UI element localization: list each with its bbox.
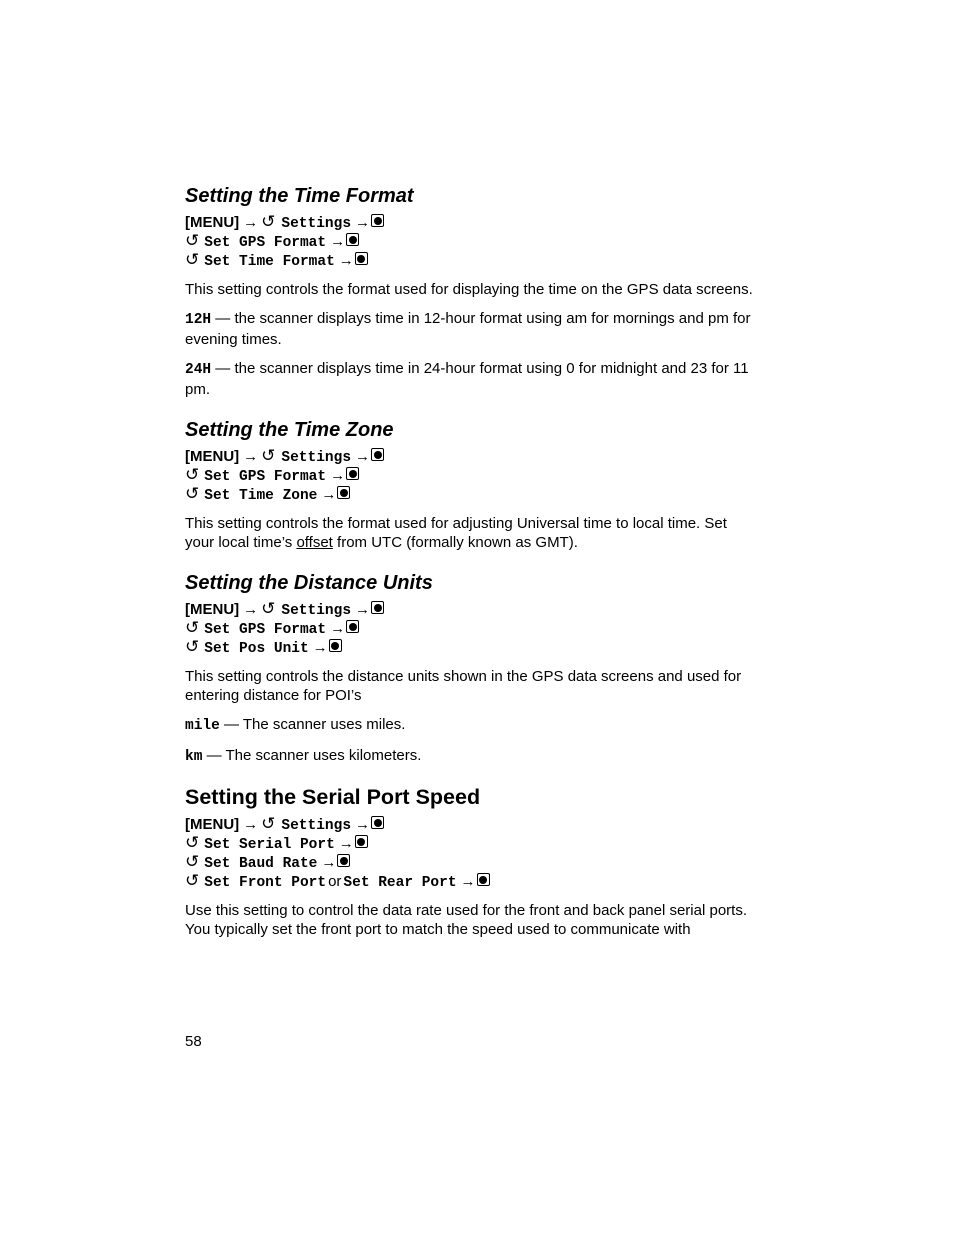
nav-line [185,618,755,637]
nav-step: Set Baud Rate [204,856,318,872]
section-title-distance-units: Setting the Distance Units [185,572,433,594]
right-arrow-icon: → [355,816,371,833]
right-arrow-icon: → [355,601,371,618]
option-text: — The scanner uses miles. [219,716,406,733]
select-button-icon [477,873,490,886]
right-arrow-icon: → [243,214,259,231]
rotate-dial-icon: ↺ [261,446,276,465]
nav-line [185,212,755,231]
select-button-icon [329,639,342,652]
rotate-dial-icon: ↺ [185,231,200,250]
paragraph-text: This setting controls the format used for adjusting Universal time to local time. Set your local time’s [185,515,727,551]
page-content [185,183,755,939]
right-arrow-icon: → [243,601,259,618]
nav-step: Settings [281,603,352,619]
body-paragraph: This setting controls the format used for displaying the time on the GPS data screens. [185,281,753,298]
right-arrow-icon: → [330,233,346,250]
select-button-icon [371,816,384,829]
option-code: mile [185,718,220,734]
select-button-icon [355,252,368,265]
nav-line [185,833,755,852]
right-arrow-icon: → [355,448,371,465]
right-arrow-icon: → [460,873,476,890]
nav-step: Set Serial Port [204,837,335,853]
right-arrow-icon: → [338,252,354,269]
option-text: — The scanner uses kilometers. [202,747,422,764]
nav-line [185,231,755,250]
nav-step: Set Time Format [204,254,335,270]
select-button-icon [371,214,384,227]
paragraph-text: from UTC (formally known as GMT). [332,534,578,551]
nav-line [185,637,755,656]
right-arrow-icon: → [355,214,371,231]
nav-path-time-format [185,212,755,269]
select-button-icon [337,854,350,867]
body-paragraph: Use this setting to control the data rate used for the front and back panel serial ports. You typically set the front port to match the speed used to communicate with [185,902,747,938]
option-text: — the scanner displays time in 12-hour format using am for mornings and pm for evening times. [185,310,751,348]
nav-step-alt: Set Rear Port [343,875,457,891]
select-button-icon [355,835,368,848]
section-title-serial-port-speed: Setting the Serial Port Speed [185,785,481,809]
option-text: — the scanner displays time in 24-hour format using 0 for midnight and 23 for 11 pm. [185,360,749,398]
body-paragraph: This setting controls the distance units shown in the GPS data screens and used for entering distance for POI’s [185,668,742,704]
option-mile [185,715,755,736]
select-button-icon [337,486,350,499]
option-code: 24H [185,362,212,378]
nav-step: Set GPS Format [204,622,327,638]
rotate-dial-icon: ↺ [185,852,200,871]
rotate-dial-icon: ↺ [185,465,200,484]
rotate-dial-icon: ↺ [261,599,276,618]
option-code: km [185,749,203,765]
nav-line [185,814,755,833]
nav-path-time-zone [185,446,755,503]
menu-key: [MENU] [185,448,240,465]
nav-step: Set GPS Format [204,469,327,485]
nav-line [185,484,755,503]
nav-step: Set Time Zone [204,488,318,504]
right-arrow-icon: → [321,854,337,871]
rotate-dial-icon: ↺ [185,484,200,503]
nav-step: Settings [281,216,352,232]
offset-link[interactable]: offset [296,534,333,551]
page-number: 58 [185,1033,202,1050]
nav-step: Set Front Port [204,875,327,891]
option-12h [185,309,755,349]
nav-path-serial-port [185,814,755,890]
menu-key: [MENU] [185,601,240,618]
nav-path-distance-units [185,599,755,656]
rotate-dial-icon: ↺ [185,250,200,269]
select-button-icon [346,620,359,633]
right-arrow-icon: → [312,639,328,656]
nav-step: Settings [281,818,352,834]
nav-line [185,250,755,269]
nav-line [185,871,755,890]
right-arrow-icon: → [243,816,259,833]
right-arrow-icon: → [330,467,346,484]
nav-step: Settings [281,450,352,466]
rotate-dial-icon: ↺ [261,212,276,231]
or-text: or [328,873,342,890]
right-arrow-icon: → [330,620,346,637]
select-button-icon [371,601,384,614]
nav-step: Set GPS Format [204,235,327,251]
rotate-dial-icon: ↺ [261,814,276,833]
select-button-icon [346,467,359,480]
body-paragraph [185,514,755,552]
menu-key: [MENU] [185,214,240,231]
option-km [185,746,755,767]
rotate-dial-icon: ↺ [185,637,200,656]
right-arrow-icon: → [243,448,259,465]
section-title-time-zone: Setting the Time Zone [185,419,394,441]
right-arrow-icon: → [321,486,337,503]
rotate-dial-icon: ↺ [185,618,200,637]
option-24h [185,359,755,399]
nav-line [185,465,755,484]
rotate-dial-icon: ↺ [185,833,200,852]
section-title-time-format: Setting the Time Format [185,185,414,207]
menu-key: [MENU] [185,816,240,833]
select-button-icon [371,448,384,461]
select-button-icon [346,233,359,246]
rotate-dial-icon: ↺ [185,871,200,890]
nav-step: Set Pos Unit [204,641,309,657]
nav-line [185,446,755,465]
right-arrow-icon: → [338,835,354,852]
nav-line [185,599,755,618]
nav-line [185,852,755,871]
option-code: 12H [185,312,212,328]
